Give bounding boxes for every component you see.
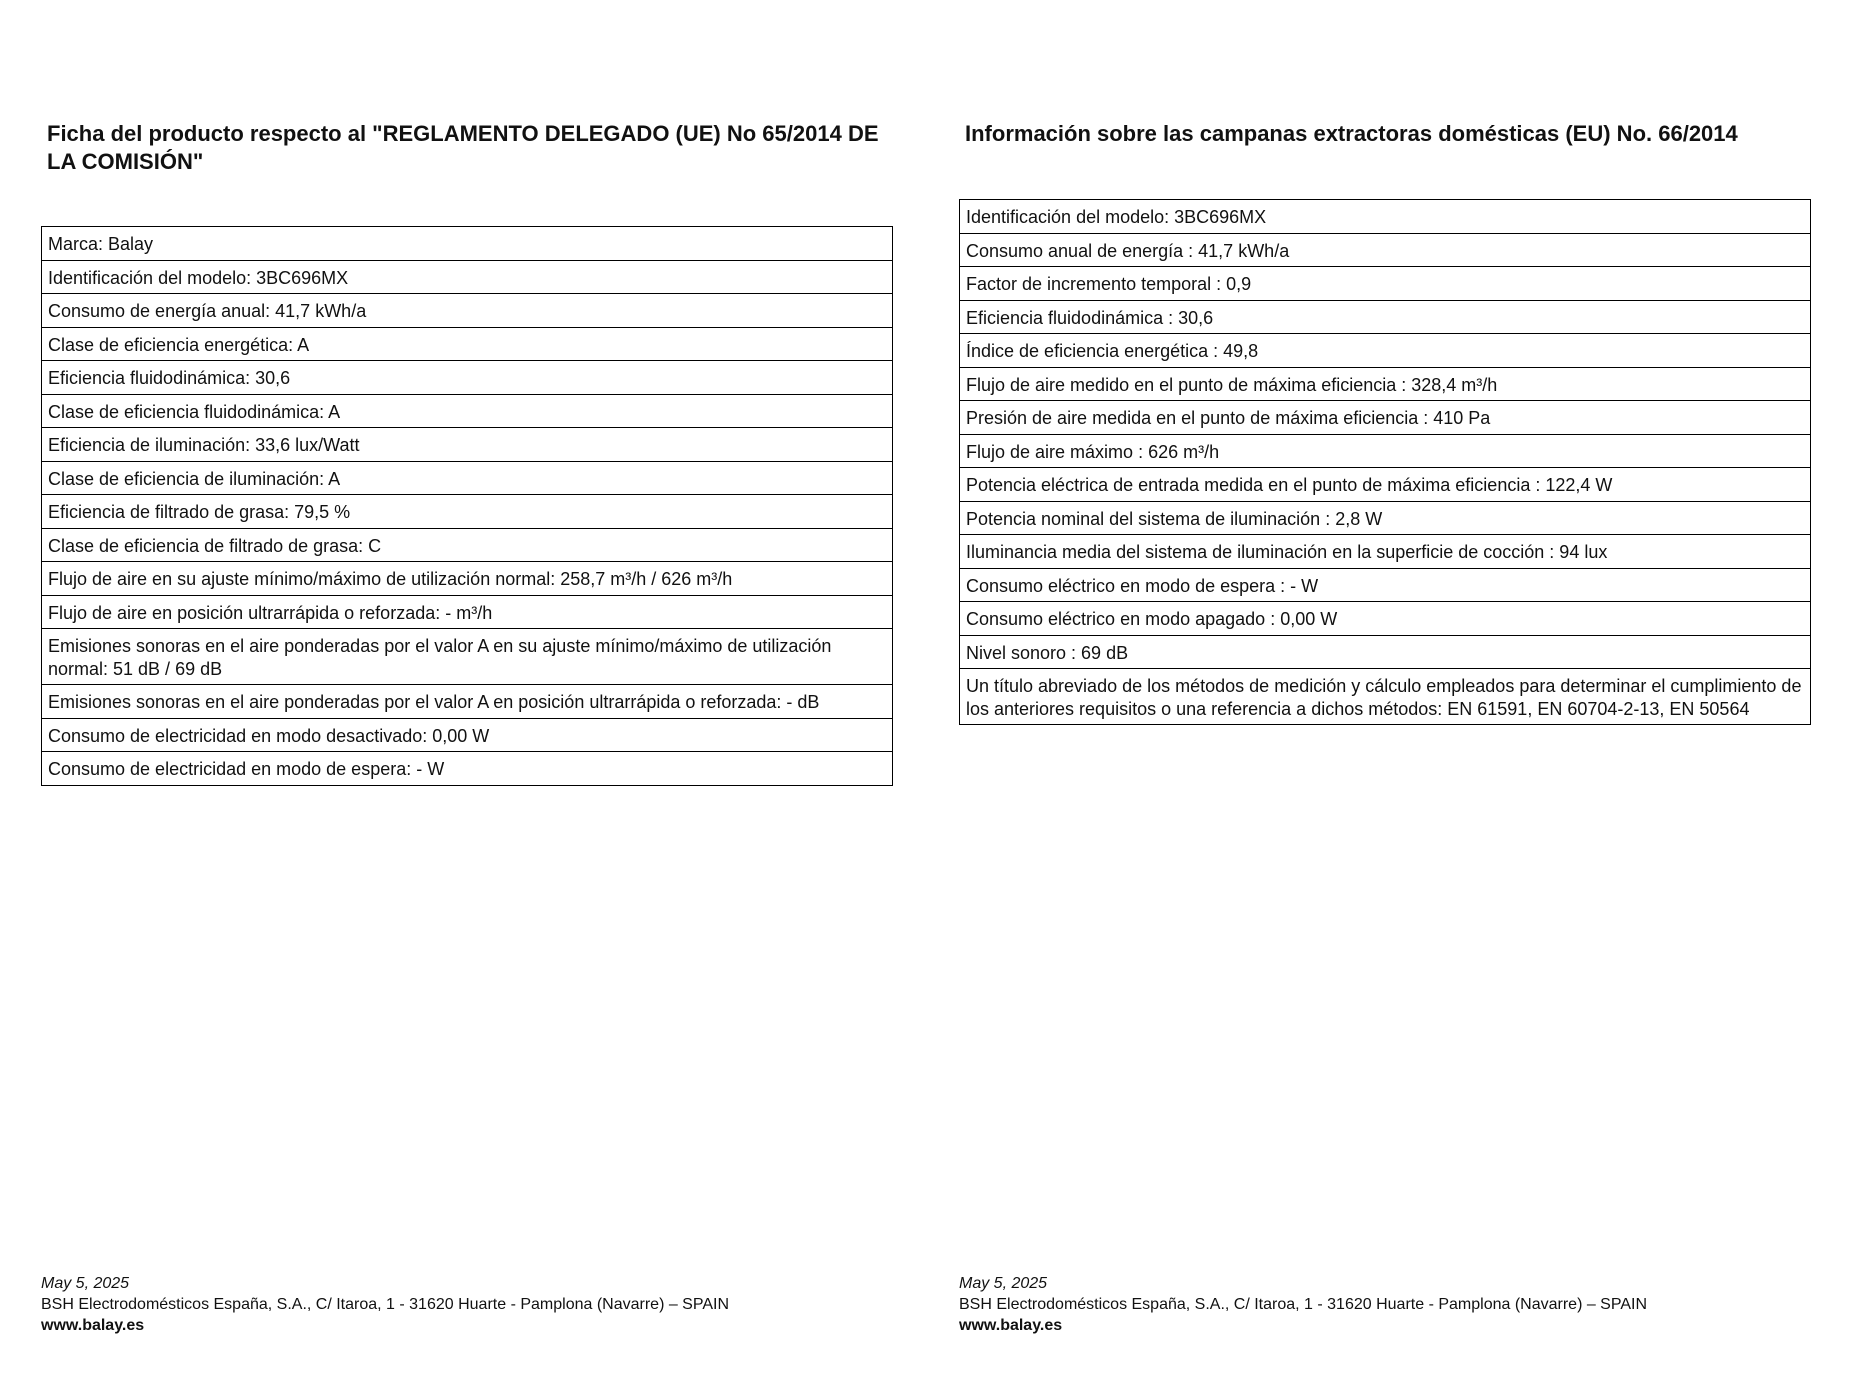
table-row xyxy=(42,227,893,261)
table-cell: Consumo eléctrico en modo apagado : 0,00 W xyxy=(960,602,1811,636)
right-footer-address: BSH Electrodomésticos España, S.A., C/ Itaroa, 1 - 31620 Huarte - Pamplona (Navarre) – SPAIN xyxy=(959,1296,1648,1313)
table-cell: Un título abreviado de los métodos de medición y cálculo empleados para determinar el cumplimiento de los anteriores requisitos o una referencia a dichos métodos: EN 61591, EN 60704-2-13, EN 50564 xyxy=(960,669,1811,725)
table-row xyxy=(42,260,893,294)
table-cell: Consumo de energía anual: 41,7 kWh/a xyxy=(42,294,893,328)
left-title: Ficha del producto respecto al "REGLAMENTO DELEGADO (UE) No 65/2014 DE LA COMISIÓN" xyxy=(47,121,879,174)
table-cell: Clase de eficiencia de filtrado de grasa: C xyxy=(42,528,893,562)
table-row xyxy=(42,595,893,629)
left-footer-address: BSH Electrodomésticos España, S.A., C/ Itaroa, 1 - 31620 Huarte - Pamplona (Navarre) – SPAIN xyxy=(41,1296,730,1313)
table-cell: Eficiencia fluidodinámica: 30,6 xyxy=(42,361,893,395)
table-cell: Consumo de electricidad en modo desactivado: 0,00 W xyxy=(42,718,893,752)
table-row xyxy=(42,361,893,395)
table-cell: Flujo de aire en su ajuste mínimo/máximo de utilización normal: 258,7 m³/h / 626 m³/h xyxy=(42,562,893,596)
table-row xyxy=(960,200,1811,234)
right-footer-website[interactable]: www.balay.es xyxy=(959,1317,1063,1334)
right-spec-rows xyxy=(960,200,1811,725)
table-cell: Consumo anual de energía : 41,7 kWh/a xyxy=(960,233,1811,267)
right-title: Información sobre las campanas extractoras domésticas (EU) No. 66/2014 xyxy=(965,121,1738,146)
table-cell: Clase de eficiencia energética: A xyxy=(42,327,893,361)
table-row xyxy=(42,752,893,786)
table-cell: Eficiencia fluidodinámica : 30,6 xyxy=(960,300,1811,334)
left-spec-rows xyxy=(42,227,893,786)
table-row xyxy=(42,461,893,495)
left-column xyxy=(41,0,901,1383)
table-row xyxy=(42,428,893,462)
table-cell: Clase de eficiencia de iluminación: A xyxy=(42,461,893,495)
left-footer xyxy=(41,1273,901,1336)
right-footer-date: May 5, 2025 xyxy=(959,1275,1048,1292)
table-cell: Identificación del modelo: 3BC696MX xyxy=(42,260,893,294)
table-row xyxy=(42,685,893,719)
table-row xyxy=(960,434,1811,468)
table-row xyxy=(42,495,893,529)
table-row xyxy=(960,468,1811,502)
table-cell: Nivel sonoro : 69 dB xyxy=(960,635,1811,669)
table-row xyxy=(960,635,1811,669)
table-row xyxy=(42,718,893,752)
table-row xyxy=(960,267,1811,301)
table-cell: Flujo de aire en posición ultrarrápida o reforzada: - m³/h xyxy=(42,595,893,629)
table-row xyxy=(960,568,1811,602)
table-row xyxy=(42,528,893,562)
left-footer-website[interactable]: www.balay.es xyxy=(41,1317,145,1334)
table-cell: Marca: Balay xyxy=(42,227,893,261)
table-cell: Eficiencia de iluminación: 33,6 lux/Watt xyxy=(42,428,893,462)
table-row xyxy=(960,233,1811,267)
table-cell: Emisiones sonoras en el aire ponderadas por el valor A en posición ultrarrápida o reforzada: - dB xyxy=(42,685,893,719)
table-row xyxy=(960,602,1811,636)
left-footer-date: May 5, 2025 xyxy=(41,1275,130,1292)
right-column xyxy=(959,0,1819,1383)
table-row xyxy=(42,327,893,361)
table-cell: Flujo de aire medido en el punto de máxima eficiencia : 328,4 m³/h xyxy=(960,367,1811,401)
table-cell: Factor de incremento temporal : 0,9 xyxy=(960,267,1811,301)
table-row xyxy=(42,629,893,685)
table-row xyxy=(960,501,1811,535)
table-cell: Presión de aire medida en el punto de máxima eficiencia : 410 Pa xyxy=(960,401,1811,435)
table-cell: Iluminancia media del sistema de iluminación en la superficie de cocción : 94 lux xyxy=(960,535,1811,569)
table-cell: Identificación del modelo: 3BC696MX xyxy=(960,200,1811,234)
table-row xyxy=(960,334,1811,368)
table-cell: Consumo de electricidad en modo de espera: - W xyxy=(42,752,893,786)
table-row xyxy=(960,669,1811,725)
left-spec-table xyxy=(41,226,893,786)
right-footer xyxy=(959,1273,1819,1336)
table-cell: Índice de eficiencia energética : 49,8 xyxy=(960,334,1811,368)
table-cell: Potencia nominal del sistema de iluminación : 2,8 W xyxy=(960,501,1811,535)
table-cell: Potencia eléctrica de entrada medida en el punto de máxima eficiencia : 122,4 W xyxy=(960,468,1811,502)
table-cell: Clase de eficiencia fluidodinámica: A xyxy=(42,394,893,428)
table-cell: Eficiencia de filtrado de grasa: 79,5 % xyxy=(42,495,893,529)
table-row xyxy=(42,562,893,596)
table-cell: Consumo eléctrico en modo de espera : - W xyxy=(960,568,1811,602)
table-row xyxy=(960,300,1811,334)
table-row xyxy=(960,535,1811,569)
table-row xyxy=(42,294,893,328)
table-row xyxy=(42,394,893,428)
right-spec-table xyxy=(959,199,1811,725)
table-row xyxy=(960,367,1811,401)
table-cell: Flujo de aire máximo : 626 m³/h xyxy=(960,434,1811,468)
table-row xyxy=(960,401,1811,435)
table-cell: Emisiones sonoras en el aire ponderadas por el valor A en su ajuste mínimo/máximo de utilización normal: 51 dB / 69 dB xyxy=(42,629,893,685)
